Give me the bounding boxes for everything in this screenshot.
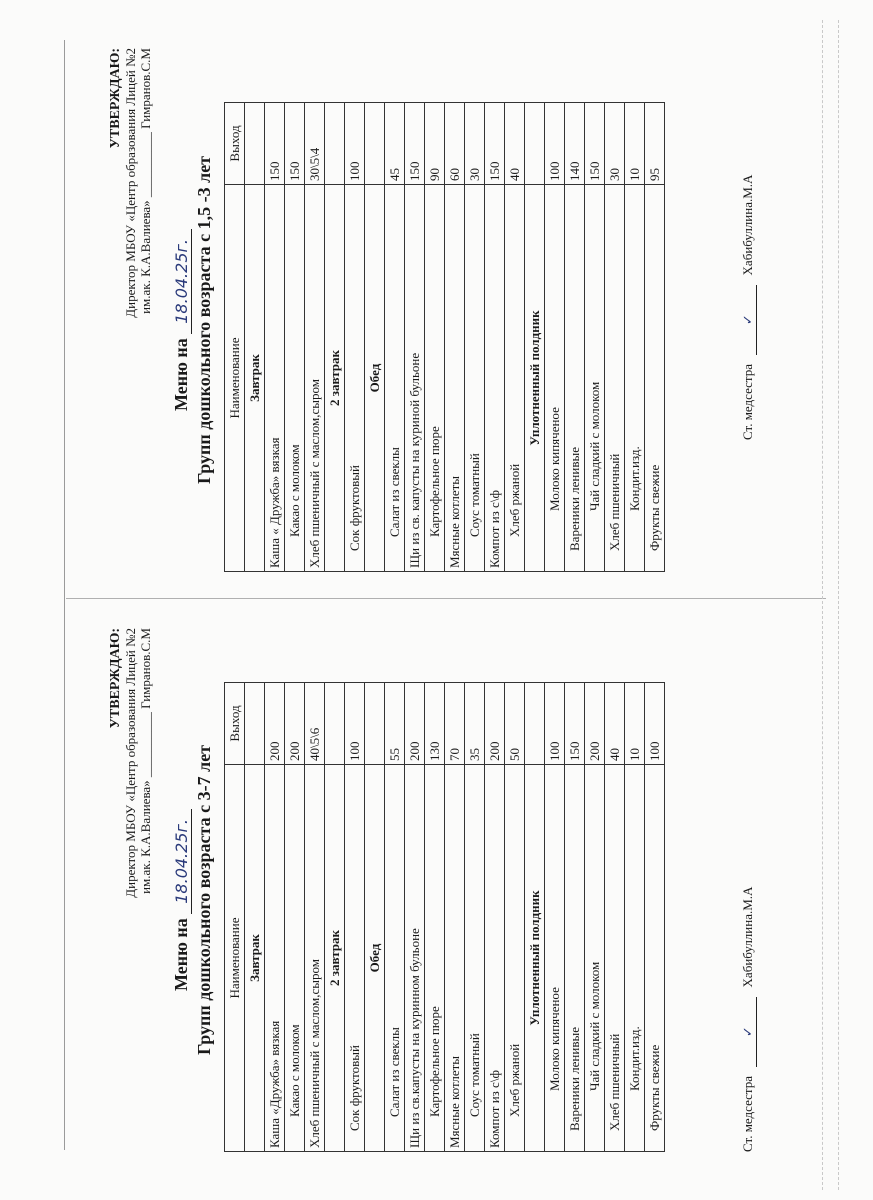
sheet-content	[100, 620, 800, 1180]
director-line-2	[138, 48, 153, 318]
table-row	[405, 103, 425, 572]
section-title: Обед	[365, 185, 385, 572]
dish-name: Хлеб пшеничный с маслом,сыром	[305, 765, 325, 1152]
dish-qty: 70	[445, 683, 465, 765]
table-row	[605, 103, 625, 572]
dish-name: Фрукты свежие	[645, 765, 665, 1152]
dish-qty: 200	[265, 683, 285, 765]
title-block	[170, 40, 215, 600]
dish-qty: 90	[425, 103, 445, 185]
menu-table-body	[225, 683, 665, 1152]
dish-name: Вареники ленивые	[565, 765, 585, 1152]
table-row	[345, 103, 365, 572]
section-qty-empty	[525, 683, 545, 765]
table-row	[585, 103, 605, 572]
signature-mark: ✓	[741, 997, 757, 1067]
nurse-name: Хабибуллина.М.А	[740, 174, 755, 276]
dish-qty: 50	[505, 683, 525, 765]
academy-name: им.ак. К.А.Валиева»	[138, 780, 153, 894]
section-title: Уплотненный полдник	[525, 185, 545, 572]
dish-name: Щи из св. капусты на куриной бульоне	[405, 185, 425, 572]
table-row	[425, 103, 445, 572]
scan-dots-right-2	[838, 20, 839, 1190]
menu-table	[224, 102, 665, 572]
dish-name: Мясные котлеты	[445, 185, 465, 572]
signature-blank: __________	[138, 132, 153, 198]
dish-name: Хлеб ржаной	[505, 185, 525, 572]
handwritten-date: 18.04.25г.	[172, 229, 192, 334]
table-row	[445, 103, 465, 572]
dish-name: Щи из св.капусты на куринном бульоне	[405, 765, 425, 1152]
dish-qty: 40\5\6	[305, 683, 325, 765]
section-title: Завтрак	[245, 185, 265, 572]
section-qty-empty	[245, 103, 265, 185]
header-qty: Выход	[225, 103, 245, 185]
dish-qty: 30	[465, 103, 485, 185]
table-row	[545, 683, 565, 1152]
nurse-label: Ст. медсестра	[740, 363, 755, 440]
group-title: Групп дошкольного возраста с 3-7 лет	[194, 744, 214, 1056]
dish-qty: 95	[645, 103, 665, 185]
dish-qty: 200	[485, 683, 505, 765]
table-row	[565, 103, 585, 572]
dish-qty: 200	[405, 683, 425, 765]
menu-label: Меню на	[171, 338, 191, 411]
nurse-label: Ст. медсестра	[740, 1075, 755, 1152]
section-row	[325, 683, 345, 1152]
header-name: Наименование	[225, 765, 245, 1152]
dish-qty: 45	[385, 103, 405, 185]
section-qty-empty	[525, 103, 545, 185]
dish-name: Сок фруктовый	[345, 765, 365, 1152]
dish-name: Компот из с\ф	[485, 185, 505, 572]
approval-block	[108, 628, 153, 898]
dish-name: Хлеб пшеничный	[605, 185, 625, 572]
handwritten-date: 18.04.25г.	[172, 809, 192, 914]
table-row	[565, 683, 585, 1152]
table-row	[385, 103, 405, 572]
dish-name: Картофельное пюре	[425, 185, 445, 572]
table-row	[645, 683, 665, 1152]
table-row	[625, 683, 645, 1152]
menu-table-body	[225, 103, 665, 572]
table-row	[605, 683, 625, 1152]
table-row	[465, 683, 485, 1152]
dish-name: Кондит.изд.	[625, 765, 645, 1152]
dish-name: Какао с молоком	[285, 765, 305, 1152]
nurse-signature	[740, 887, 757, 1152]
table-row	[585, 683, 605, 1152]
section-qty-empty	[325, 103, 345, 185]
dish-qty: 30\5\4	[305, 103, 325, 185]
dish-name: Хлеб ржаной	[505, 765, 525, 1152]
menu-table	[224, 682, 665, 1152]
table-row	[545, 103, 565, 572]
dish-name: Чай сладкий с молоком	[585, 185, 605, 572]
group-title: Групп дошкольного возраста с 1,5 -3 лет	[194, 155, 214, 485]
director-name: Гимранов.С.М	[138, 48, 153, 129]
dish-name: Компот из с\ф	[485, 765, 505, 1152]
dish-name: Каша «Дружба» вязкая	[265, 765, 285, 1152]
dish-qty: 150	[565, 683, 585, 765]
dish-name: Вареники ленивые	[565, 185, 585, 572]
dish-name: Соус томатный	[465, 765, 485, 1152]
section-title: Уплотненный полдник	[525, 765, 545, 1152]
table-row	[645, 103, 665, 572]
dish-qty: 150	[405, 103, 425, 185]
dish-qty: 10	[625, 103, 645, 185]
dish-qty: 40	[505, 103, 525, 185]
menu-title	[170, 620, 193, 1180]
dish-qty: 150	[265, 103, 285, 185]
dish-qty: 100	[345, 103, 365, 185]
director-line: Директор МБОУ «Центр образования Лицей №2	[123, 628, 138, 898]
dish-name: Чай сладкий с молоком	[585, 765, 605, 1152]
nurse-signature	[740, 175, 757, 440]
section-title: 2 завтрак	[325, 185, 345, 572]
header-qty: Выход	[225, 683, 245, 765]
dish-qty: 150	[585, 103, 605, 185]
dish-qty: 100	[645, 683, 665, 765]
dish-qty: 100	[545, 683, 565, 765]
dish-name: Мясные котлеты	[445, 765, 465, 1152]
dish-name: Каша « Дружба» вязкая	[265, 185, 285, 572]
table-row	[305, 103, 325, 572]
dish-name: Хлеб пшеничный с маслом,сыром	[305, 185, 325, 572]
director-line-2	[138, 628, 153, 898]
table-row	[265, 103, 285, 572]
section-row	[245, 103, 265, 572]
section-qty-empty	[365, 103, 385, 185]
section-row	[525, 103, 545, 572]
director-name: Гимранов.С.М	[138, 628, 153, 709]
director-line: Директор МБОУ «Центр образования Лицей №2	[123, 48, 138, 318]
menu-title	[170, 40, 193, 600]
section-row	[525, 683, 545, 1152]
table-row	[625, 103, 645, 572]
approval-title: УТВЕРЖДАЮ:	[108, 628, 123, 729]
dish-name: Фрукты свежие	[645, 185, 665, 572]
signature-blank: __________	[138, 712, 153, 778]
dish-name: Салат из свеклы	[385, 765, 405, 1152]
dish-qty: 140	[565, 103, 585, 185]
table-header-row	[225, 103, 245, 572]
dish-name: Какао с молоком	[285, 185, 305, 572]
table-row	[405, 683, 425, 1152]
dish-name: Салат из свеклы	[385, 185, 405, 572]
section-row	[365, 683, 385, 1152]
table-row	[345, 683, 365, 1152]
table-row	[285, 103, 305, 572]
table-row	[305, 683, 325, 1152]
table-row	[445, 683, 465, 1152]
dish-qty: 10	[625, 683, 645, 765]
dish-name: Сок фруктовый	[345, 185, 365, 572]
section-title: Завтрак	[245, 765, 265, 1152]
section-row	[245, 683, 265, 1152]
dish-qty: 130	[425, 683, 445, 765]
menu-sheet-3-7	[100, 620, 800, 1180]
title-block	[170, 620, 215, 1180]
dish-qty: 30	[605, 103, 625, 185]
dish-name: Кондит.изд.	[625, 185, 645, 572]
dish-qty: 100	[345, 683, 365, 765]
signature-mark: ✓	[741, 285, 757, 355]
dish-qty: 150	[485, 103, 505, 185]
table-header-row	[225, 683, 245, 1152]
table-row	[265, 683, 285, 1152]
menu-sheet-1-5-3	[100, 40, 800, 600]
scan-border-left	[64, 40, 65, 1150]
section-title: Обед	[365, 765, 385, 1152]
dish-qty: 200	[585, 683, 605, 765]
section-title: 2 завтрак	[325, 765, 345, 1152]
dish-qty: 55	[385, 683, 405, 765]
dish-qty: 35	[465, 683, 485, 765]
section-row	[325, 103, 345, 572]
table-row	[465, 103, 485, 572]
dish-qty: 150	[285, 103, 305, 185]
section-qty-empty	[365, 683, 385, 765]
dish-qty: 40	[605, 683, 625, 765]
scan-dots-right	[822, 20, 823, 1190]
table-row	[485, 683, 505, 1152]
dish-name: Хлеб пшеничный	[605, 765, 625, 1152]
menu-label: Меню на	[171, 918, 191, 991]
academy-name: им.ак. К.А.Валиева»	[138, 200, 153, 314]
section-qty-empty	[245, 683, 265, 765]
nurse-name: Хабибуллина.М.А	[740, 886, 755, 988]
table-row	[505, 683, 525, 1152]
table-row	[285, 683, 305, 1152]
dish-name: Картофельное пюре	[425, 765, 445, 1152]
table-row	[385, 683, 405, 1152]
dish-qty: 100	[545, 103, 565, 185]
header-name: Наименование	[225, 185, 245, 572]
table-row	[485, 103, 505, 572]
approval-block	[108, 48, 153, 318]
table-row	[505, 103, 525, 572]
dish-name: Соус томатный	[465, 185, 485, 572]
section-row	[365, 103, 385, 572]
section-qty-empty	[325, 683, 345, 765]
dish-name: Молоко кипяченое	[545, 765, 565, 1152]
dish-qty: 200	[285, 683, 305, 765]
dish-name: Молоко кипяченое	[545, 185, 565, 572]
table-row	[425, 683, 445, 1152]
dish-qty: 60	[445, 103, 465, 185]
sheet-content	[100, 40, 800, 600]
approval-title: УТВЕРЖДАЮ:	[108, 48, 123, 149]
